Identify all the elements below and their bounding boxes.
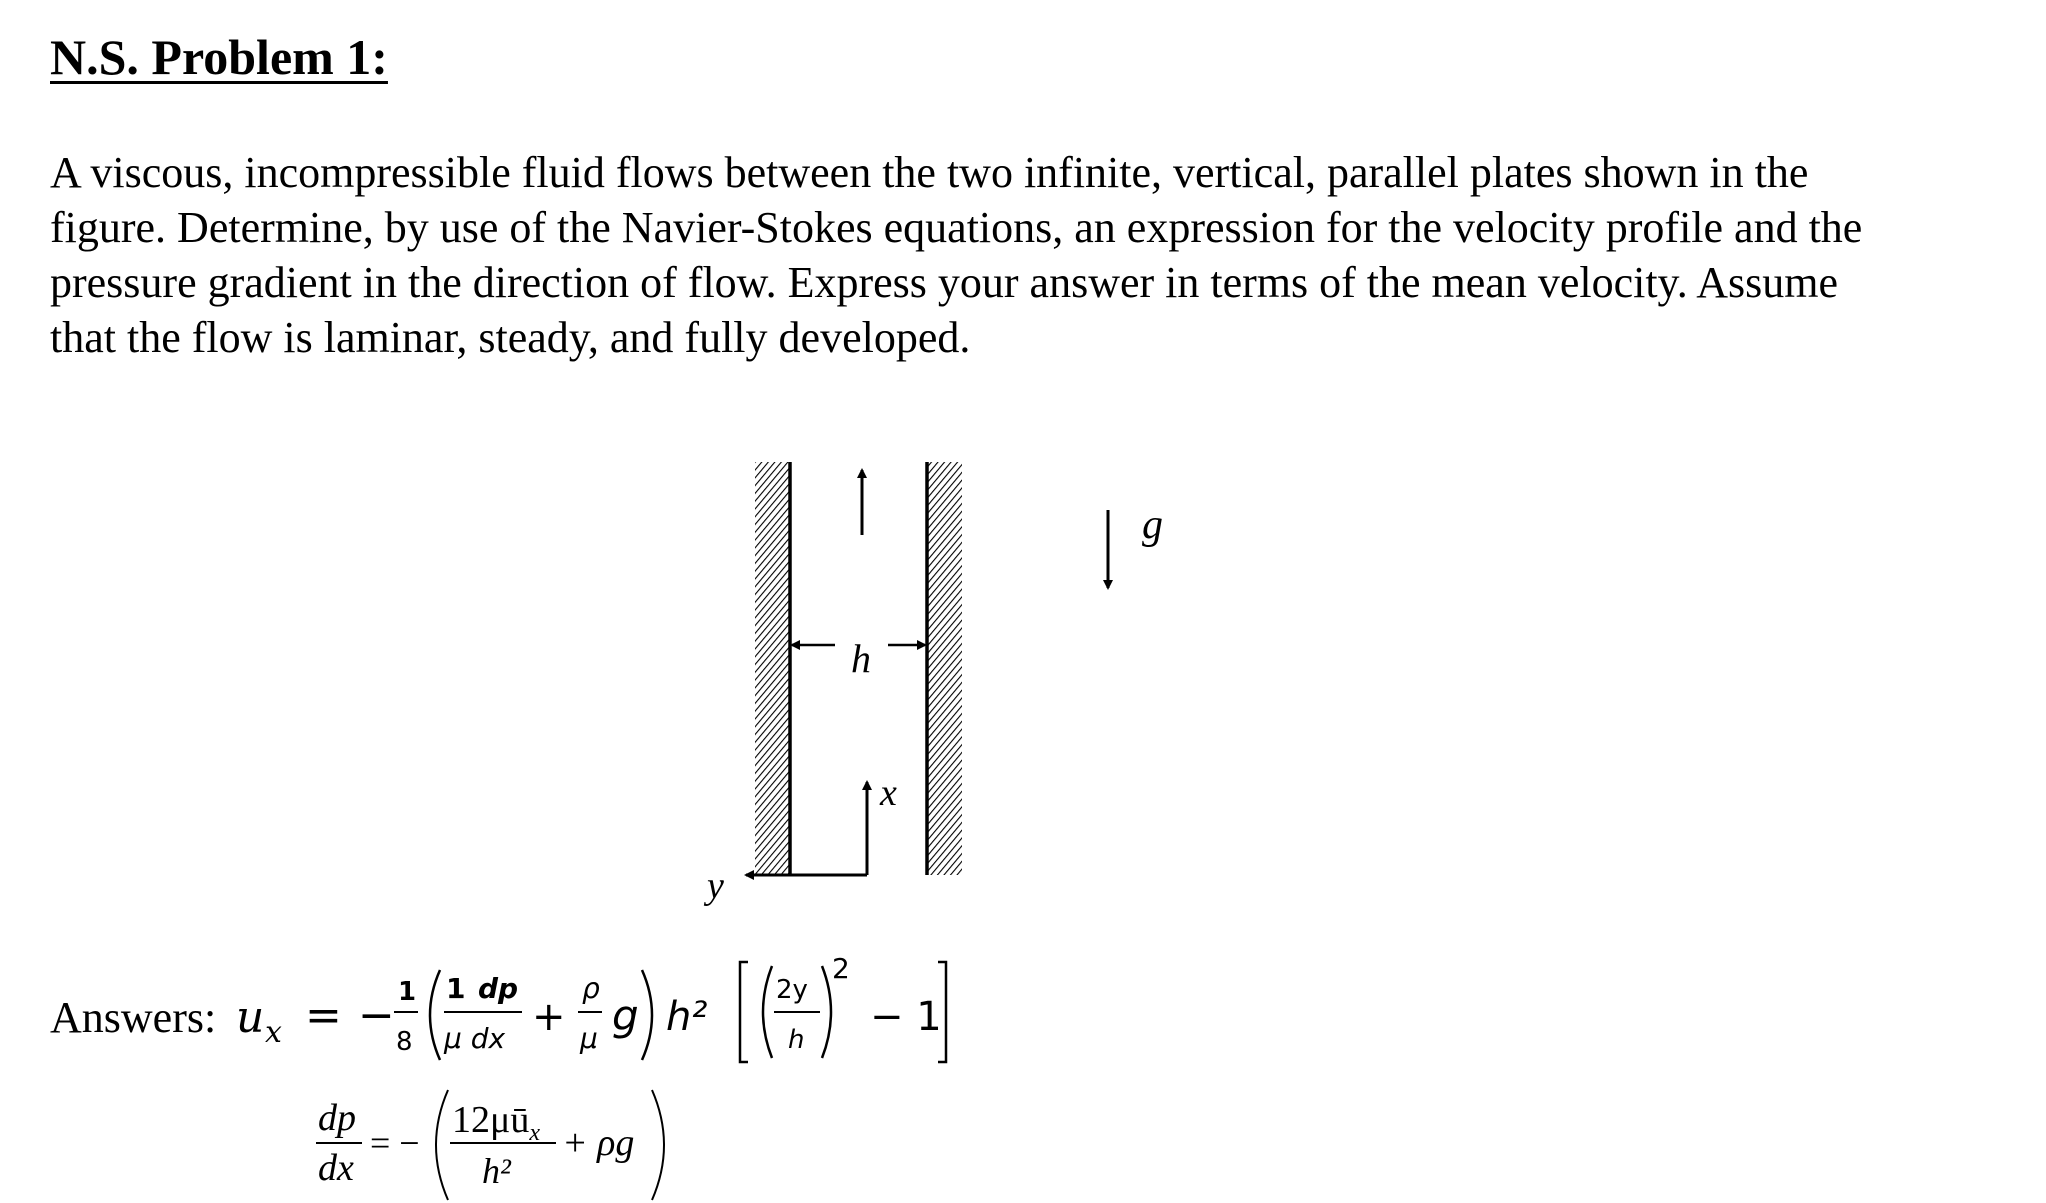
gap-label: h bbox=[851, 636, 871, 681]
inner-left-paren bbox=[763, 966, 772, 1058]
inner-right-paren bbox=[822, 966, 831, 1058]
velocity-symbol: u bbox=[236, 992, 265, 1043]
rho: ρ bbox=[582, 972, 600, 1005]
mu: μ bbox=[580, 1022, 598, 1055]
minus-one: − 1 bbox=[870, 994, 942, 1040]
term-dp: dp bbox=[478, 972, 519, 1005]
problem-line: that the flow is laminar, steady, and fully developed. bbox=[50, 313, 971, 362]
velocity-subscript: x bbox=[265, 1015, 282, 1050]
h-denominator: h bbox=[788, 1025, 805, 1055]
g-symbol: g bbox=[612, 991, 639, 1040]
pressure-denominator: h² bbox=[482, 1151, 511, 1191]
answers-label: Answers: bbox=[50, 993, 217, 1042]
h-squared: h² bbox=[666, 994, 708, 1040]
left-bracket bbox=[740, 962, 748, 1062]
pressure-right-paren bbox=[652, 1090, 664, 1200]
pressure-numerator bbox=[452, 1099, 540, 1146]
problem-line: A viscous, incompressible fluid flows between the two infinite, vertical, parallel plates shown in the bbox=[50, 148, 1809, 197]
problem-title: N.S. Problem 1: bbox=[50, 29, 388, 85]
left-paren bbox=[430, 970, 440, 1060]
pressure-left-paren bbox=[436, 1090, 448, 1200]
minus-sign: − bbox=[358, 990, 395, 1041]
pressure-numerator-text: 12μū bbox=[452, 1099, 530, 1141]
pressure-plus-rho-g: + ρg bbox=[562, 1122, 635, 1164]
y-axis-label: y bbox=[707, 865, 724, 907]
right-plate-hatch bbox=[927, 462, 962, 875]
equals-sign: = bbox=[305, 990, 342, 1041]
exponent-two: 2 bbox=[832, 952, 850, 985]
term-one: 1 bbox=[446, 972, 466, 1005]
two-y: 2y bbox=[776, 975, 808, 1005]
problem-line: figure. Determine, by use of the Navier-Stokes equations, an expression for the velocity profile and the bbox=[50, 203, 1863, 252]
pressure-equals-minus: = − bbox=[370, 1123, 420, 1163]
fraction-denominator: 8 bbox=[396, 1027, 413, 1057]
pressure-dp: dp bbox=[318, 1097, 356, 1139]
problem-line: pressure gradient in the direction of flow. Express your answer in terms of the mean velocity. Assume bbox=[50, 258, 1839, 307]
plus-sign: + bbox=[532, 994, 566, 1040]
right-paren bbox=[642, 970, 652, 1060]
left-plate-hatch bbox=[755, 462, 790, 875]
term-mu-dx: μ dx bbox=[444, 1022, 506, 1055]
x-axis-label: x bbox=[880, 772, 897, 814]
fraction-numerator: 1 bbox=[398, 977, 417, 1007]
pressure-numerator-sub: x bbox=[529, 1120, 541, 1146]
gravity-label: g bbox=[1142, 502, 1163, 548]
pressure-dx: dx bbox=[318, 1147, 354, 1189]
